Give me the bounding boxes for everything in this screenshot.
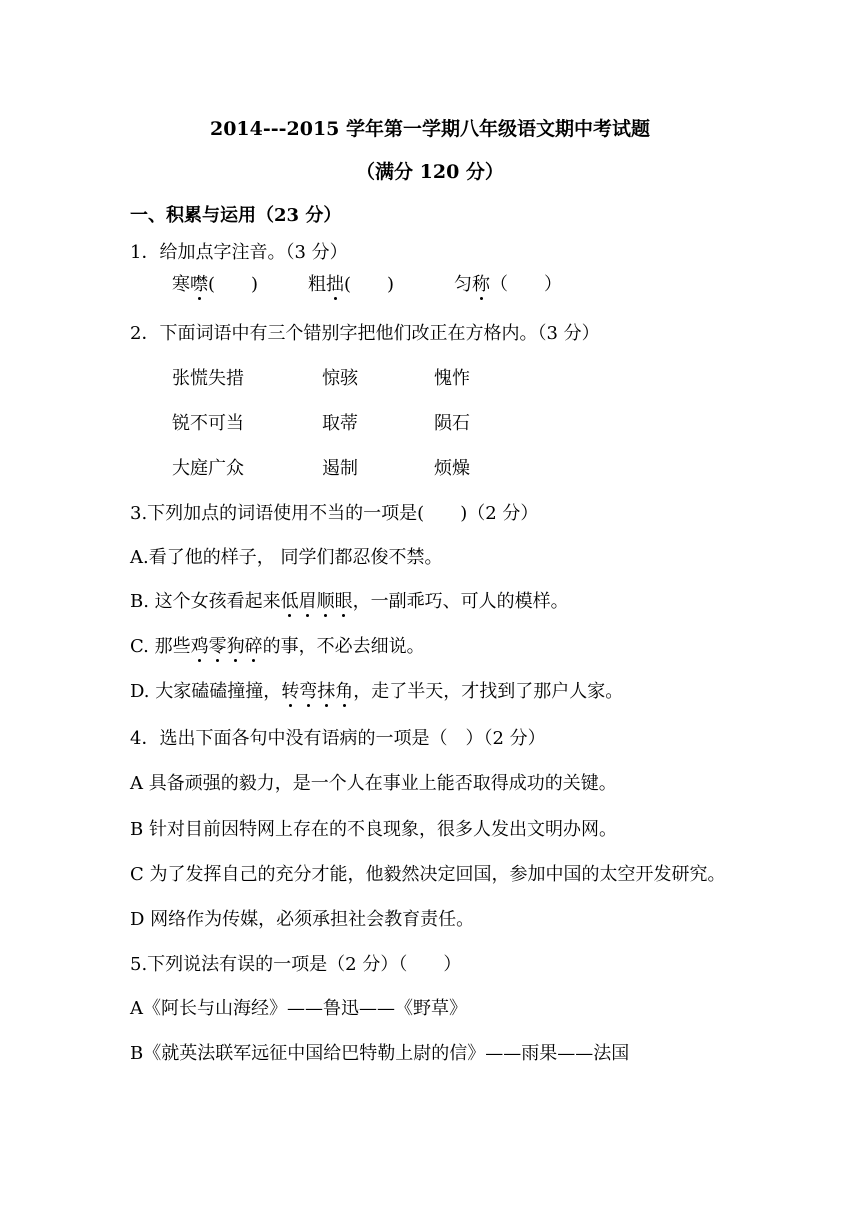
q3-option-d-dotted [281,681,353,702]
q1-item-2-blank: ( ) [344,274,395,295]
q2-word: 愧怍 [434,368,470,389]
emphasis-char: 角 [335,681,354,702]
emphasis-char: 顺 [316,591,335,612]
q2-word: 陨石 [434,413,470,434]
q2-word: 锐不可当 [172,413,244,434]
q3-option-c-pre: C. 那些 [130,636,191,657]
q2-word: 张慌失措 [172,368,244,389]
q1-item-1-blank: ( ) [208,274,259,295]
q1-item-3 [454,273,562,297]
emphasis-char: 零 [208,636,227,657]
q1-item-2-char: 粗 [308,274,326,295]
q3-option-b [130,590,569,614]
q2-word: 遏制 [322,458,358,479]
q3-option-d-post: ，走了半天，才找到了那户人家。 [353,681,624,702]
q4-option-c: C 为了发挥自己的充分才能，他毅然决定回国，参加中国的太空开发研究。 [130,864,726,885]
section-heading: 一、积累与运用（23 分） [130,205,342,226]
q1-item-2-dotted: 拙 [326,274,344,295]
q3-option-d-pre: D. 大家磕磕撞撞， [130,681,282,702]
q2-word: 烦燥 [434,458,470,479]
q1-item-3-char: 匀 [454,274,472,295]
q3-option-b-pre: B. 这个女孩看起来 [130,591,281,612]
q1-item-1 [172,273,258,297]
q3-option-c [130,635,425,659]
q3-option-a: A.看了他的样子， 同学们都忍俊不禁。 [130,547,443,568]
q3-option-b-dotted [281,591,353,612]
emphasis-char: 抹 [317,681,336,702]
emphasis-char: 狗 [226,636,245,657]
q5-stem: 5.下列说法有误的一项是（2 分）（ ） [130,954,462,975]
q2-word: 取蒂 [322,413,358,434]
emphasis-char: 鸡 [190,636,209,657]
emphasis-char: 低 [280,591,299,612]
q3-option-b-post: ，一副乖巧、可人的模样。 [352,591,569,612]
q4-option-b: B 针对目前因特网上存在的不良现象，很多人发出文明办网。 [130,819,617,840]
q4-option-a: A 具备顽强的毅力，是一个人在事业上能否取得成功的关键。 [130,773,617,794]
q3-option-d [130,680,623,704]
q1-item-3-blank: （ ） [490,274,562,295]
q1-item-3-dotted: 称 [472,274,490,295]
emphasis-char: 眼 [334,591,353,612]
q2-word: 大庭广众 [172,458,244,479]
q4-option-d: D 网络作为传媒，必须承担社会教育责任。 [130,909,475,930]
q1-item-1-char: 寒 [172,274,190,295]
emphasis-char: 弯 [299,681,318,702]
q3-option-c-post: 的事，不必去细说。 [262,636,425,657]
full-score: （满分 120 分） [356,161,504,183]
q3-option-c-dotted [191,636,263,657]
q4-stem: 4．选出下面各句中没有语病的一项是（ ）（2 分） [130,728,546,749]
q3-stem: 3.下列加点的词语使用不当的一项是( )（2 分） [130,503,539,524]
emphasis-char: 碎 [244,636,263,657]
q1-item-2 [308,273,394,297]
q2-word: 惊骇 [322,368,358,389]
q5-option-b: B《就英法联军远征中国给巴特勒上尉的信》——雨果——法国 [130,1043,630,1064]
emphasis-char: 转 [281,681,300,702]
q5-option-a: A《阿长与山海经》——鲁迅——《野草》 [130,998,467,1019]
exam-title: 2014---2015 学年第一学期八年级语文期中考试题 [209,118,651,140]
q1-item-1-dotted: 噤 [190,274,208,295]
q2-stem: 2．下面词语中有三个错别字把他们改正在方格内。（3 分） [130,323,600,344]
emphasis-char: 眉 [298,591,317,612]
q1-stem: 1．给加点字注音。（3 分） [130,242,348,263]
